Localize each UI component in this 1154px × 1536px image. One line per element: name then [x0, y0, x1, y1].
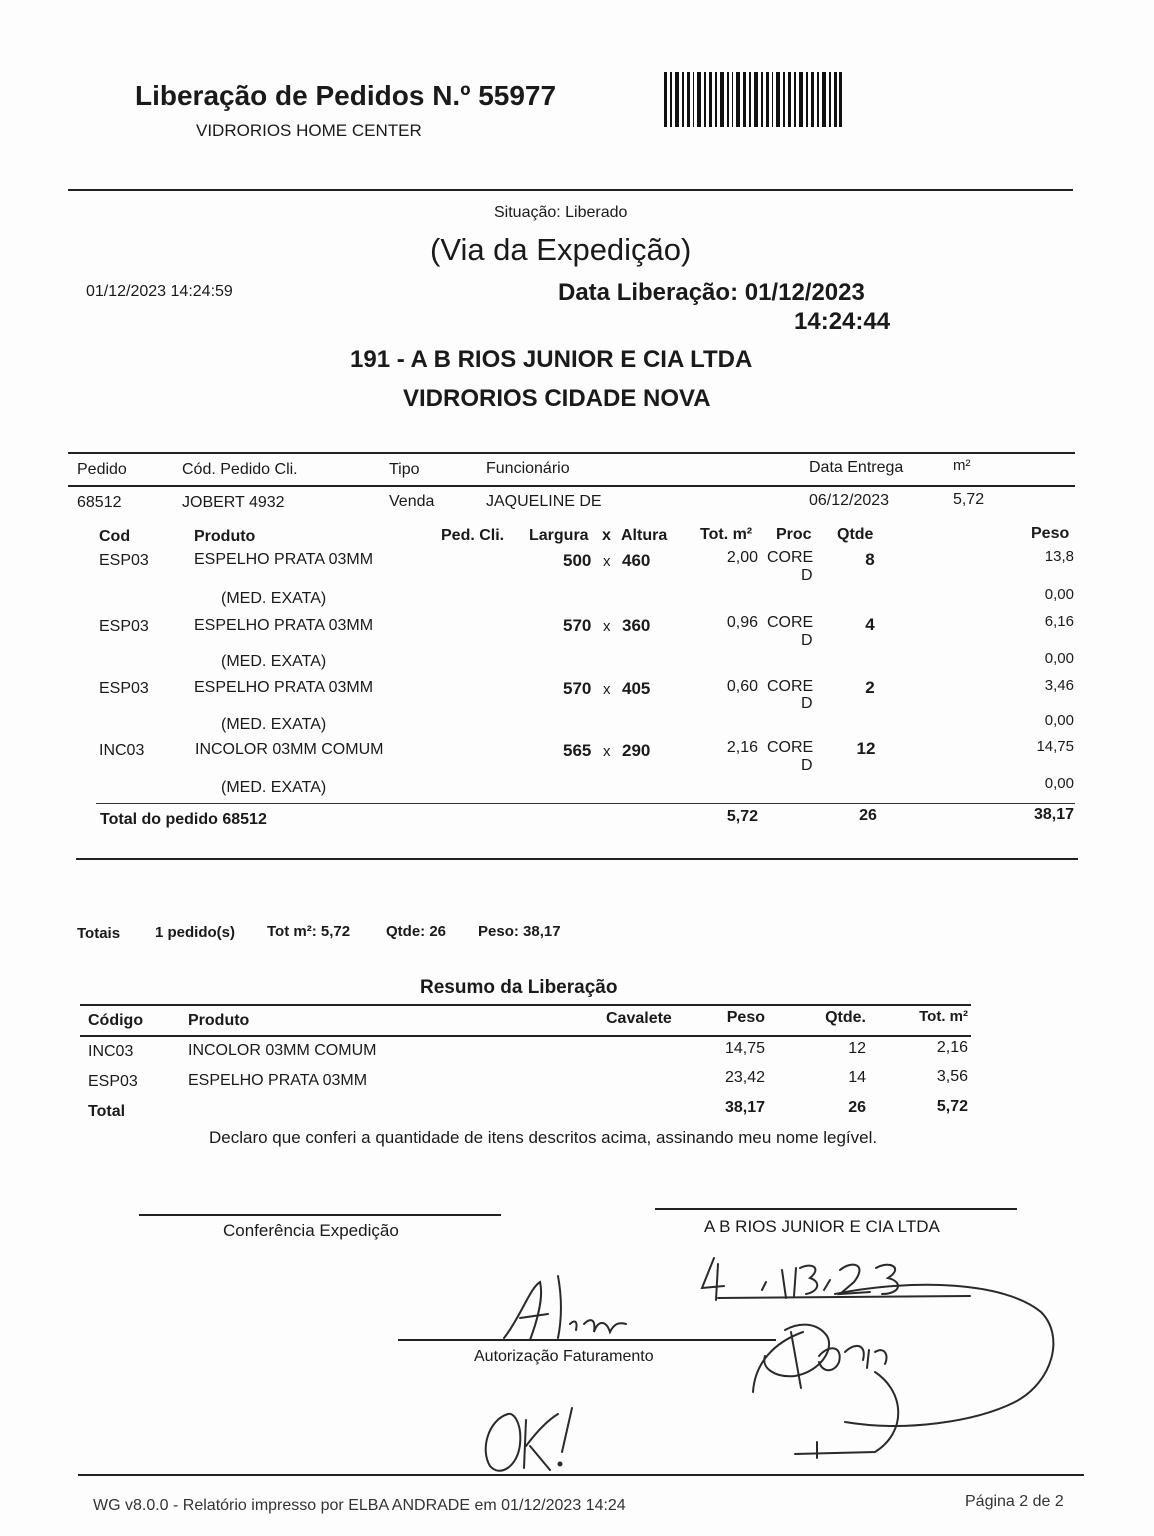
item-proc-suffix: D	[801, 567, 813, 584]
footer-printed-by: WG v8.0.0 - Relatório impresso por ELBA ANDRADE em 01/12/2023 14:24	[93, 1497, 626, 1514]
items-col-tot-m2: Tot. m²	[700, 526, 753, 543]
item-x: x	[603, 681, 611, 698]
declaration-text: Declaro que conferi a quantidade de itens descritos acima, assinando meu nome legível.	[209, 1128, 878, 1147]
item-produto: ESPELHO PRATA 03MM	[194, 679, 374, 696]
signature-line-empresa	[655, 1208, 1017, 1210]
col-pedido: Pedido	[77, 461, 127, 478]
handwritten-company-signature	[735, 1272, 1060, 1462]
item-largura: 570	[563, 616, 592, 635]
document-title: Liberação de Pedidos N.º 55977	[135, 80, 557, 111]
summary-col-produto: Produto	[188, 1012, 250, 1029]
delivery-date: 06/12/2023	[809, 492, 890, 509]
item-x: x	[603, 743, 611, 760]
items-col-x: x	[602, 527, 611, 544]
totals-qtde: Qtde: 26	[386, 923, 447, 940]
client-branch: VIDRORIOS CIDADE NOVA	[403, 385, 711, 412]
item-altura: 405	[622, 679, 651, 698]
summary-qtde: 14	[848, 1069, 866, 1086]
col-m2: m²	[953, 457, 971, 474]
item-peso: 14,75	[1036, 738, 1074, 755]
col-cod-pedido-cli: Cód. Pedido Cli.	[182, 461, 298, 478]
company-name: VIDRORIOS HOME CENTER	[196, 121, 422, 140]
col-funcionario: Funcionário	[486, 460, 570, 477]
employee-name: JAQUELINE DE	[486, 493, 602, 510]
order-type: Venda	[389, 493, 435, 510]
summary-total-tot-m2: 5,72	[936, 1098, 968, 1115]
item-qtde: 12	[856, 739, 876, 758]
item-note-peso: 0,00	[1044, 586, 1074, 603]
summary-header-border	[80, 1035, 971, 1037]
summary-title: Resumo da Liberação	[420, 977, 618, 998]
item-qtde: 2	[865, 678, 875, 697]
summary-col-tot-m2: Tot. m²	[919, 1008, 968, 1025]
summary-col-cavalete: Cavalete	[606, 1010, 672, 1027]
print-datetime: 01/12/2023 14:24:59	[86, 283, 233, 300]
item-tot-m2: 0,60	[726, 678, 758, 695]
status-label: Situação: Liberado	[494, 204, 628, 221]
client-name: 191 - A B RIOS JUNIOR E CIA LTDA	[350, 346, 753, 373]
summary-codigo: INC03	[88, 1043, 134, 1060]
summary-col-peso: Peso	[726, 1009, 765, 1026]
item-altura: 360	[622, 616, 651, 635]
item-altura: 460	[622, 551, 651, 570]
totals-peso: Peso: 38,17	[478, 923, 561, 940]
item-proc: CORE	[767, 549, 814, 566]
item-proc-suffix: D	[801, 757, 813, 774]
item-altura: 290	[622, 741, 651, 760]
order-total-peso: 38,17	[1033, 806, 1074, 823]
order-table-bottom-border	[76, 858, 1078, 860]
items-total-divider	[96, 803, 1075, 804]
col-data-entrega: Data Entrega	[809, 459, 904, 476]
summary-produto: INCOLOR 03MM COMUM	[188, 1042, 377, 1059]
signature-label-empresa: A B RIOS JUNIOR E CIA LTDA	[704, 1217, 940, 1236]
barcode-icon	[664, 72, 842, 127]
item-tot-m2: 2,00	[726, 549, 758, 566]
order-number: 68512	[77, 494, 122, 511]
summary-tot-m2: 3,56	[936, 1068, 968, 1085]
via-label: (Via da Expedição)	[430, 232, 692, 267]
col-tipo: Tipo	[389, 461, 420, 478]
item-cod: ESP03	[99, 552, 149, 569]
items-col-peso: Peso	[1031, 525, 1070, 542]
item-produto: ESPELHO PRATA 03MM	[194, 617, 374, 634]
order-m2: 5,72	[953, 491, 985, 508]
item-largura: 570	[563, 679, 592, 698]
totals-m2: Tot m²: 5,72	[267, 923, 351, 940]
item-note: (MED. EXATA)	[221, 590, 327, 607]
item-note-peso: 0,00	[1044, 650, 1074, 667]
item-proc: CORE	[767, 739, 814, 756]
item-note: (MED. EXATA)	[221, 779, 327, 796]
signature-line-conferencia	[139, 1214, 501, 1216]
release-label-text: Data Liberação:	[558, 279, 739, 306]
item-proc: CORE	[767, 678, 814, 695]
order-table-header-border	[68, 485, 1075, 487]
summary-total-label: Total	[88, 1103, 126, 1120]
footer-divider	[78, 1474, 1084, 1476]
item-note-peso: 0,00	[1044, 712, 1074, 729]
footer-page-number: Página 2 de 2	[965, 1493, 1064, 1510]
item-proc: CORE	[767, 614, 814, 631]
items-col-cod: Cod	[99, 528, 131, 545]
items-col-qtde: Qtde	[837, 526, 874, 543]
summary-qtde: 12	[848, 1040, 866, 1057]
order-total-qtde: 26	[859, 807, 877, 824]
item-peso: 13,8	[1044, 548, 1074, 565]
summary-col-qtde: Qtde.	[825, 1009, 866, 1026]
order-total-m2: 5,72	[726, 808, 758, 825]
summary-top-border	[80, 1004, 971, 1006]
item-qtde: 8	[865, 550, 875, 569]
item-cod: ESP03	[99, 618, 149, 635]
handwritten-date-signature	[700, 1250, 980, 1310]
handwritten-authorization-signature	[500, 1268, 650, 1348]
item-cod: ESP03	[99, 680, 149, 697]
summary-tot-m2: 2,16	[936, 1039, 968, 1056]
item-largura: 565	[563, 741, 592, 760]
summary-total-qtde: 26	[848, 1099, 866, 1116]
summary-peso: 23,42	[724, 1069, 765, 1086]
release-label	[558, 279, 865, 307]
items-col-altura: Altura	[621, 527, 668, 544]
item-proc-suffix: D	[801, 632, 813, 649]
items-col-ped-cli: Ped. Cli.	[441, 527, 505, 544]
order-table-top-border	[68, 452, 1075, 454]
totals-pedidos: 1 pedido(s)	[155, 924, 236, 941]
header-divider	[68, 189, 1073, 191]
item-note-peso: 0,00	[1044, 775, 1074, 792]
items-col-proc: Proc	[776, 526, 812, 543]
item-produto: ESPELHO PRATA 03MM	[194, 551, 374, 568]
item-qtde: 4	[865, 615, 875, 634]
item-tot-m2: 2,16	[726, 739, 758, 756]
summary-codigo: ESP03	[88, 1073, 138, 1090]
signature-label-autorizacao: Autorização Faturamento	[474, 1348, 654, 1365]
item-produto: INCOLOR 03MM COMUM	[195, 741, 384, 758]
items-col-produto: Produto	[194, 528, 256, 545]
item-peso: 6,16	[1044, 613, 1074, 630]
handwritten-ok-mark	[478, 1400, 588, 1480]
item-tot-m2: 0,96	[726, 614, 758, 631]
item-note: (MED. EXATA)	[221, 653, 327, 670]
summary-col-codigo: Código	[88, 1012, 144, 1029]
item-x: x	[603, 553, 611, 570]
item-x: x	[603, 618, 611, 635]
order-total-label: Total do pedido 68512	[100, 811, 267, 828]
item-proc-suffix: D	[801, 695, 813, 712]
summary-peso: 14,75	[724, 1040, 765, 1057]
item-cod: INC03	[99, 742, 145, 759]
client-order-code: JOBERT 4932	[182, 494, 285, 511]
release-time: 14:24:44	[794, 308, 891, 335]
summary-produto: ESPELHO PRATA 03MM	[188, 1072, 368, 1089]
signature-line-autorizacao	[398, 1339, 776, 1341]
items-col-largura: Largura	[529, 527, 589, 544]
item-note: (MED. EXATA)	[221, 716, 327, 733]
item-peso: 3,46	[1044, 677, 1074, 694]
release-date: 01/12/2023	[744, 279, 865, 306]
item-largura: 500	[563, 551, 592, 570]
totals-label: Totais	[77, 925, 121, 942]
summary-total-peso: 38,17	[724, 1099, 765, 1116]
signature-label-conferencia: Conferência Expedição	[223, 1221, 399, 1240]
